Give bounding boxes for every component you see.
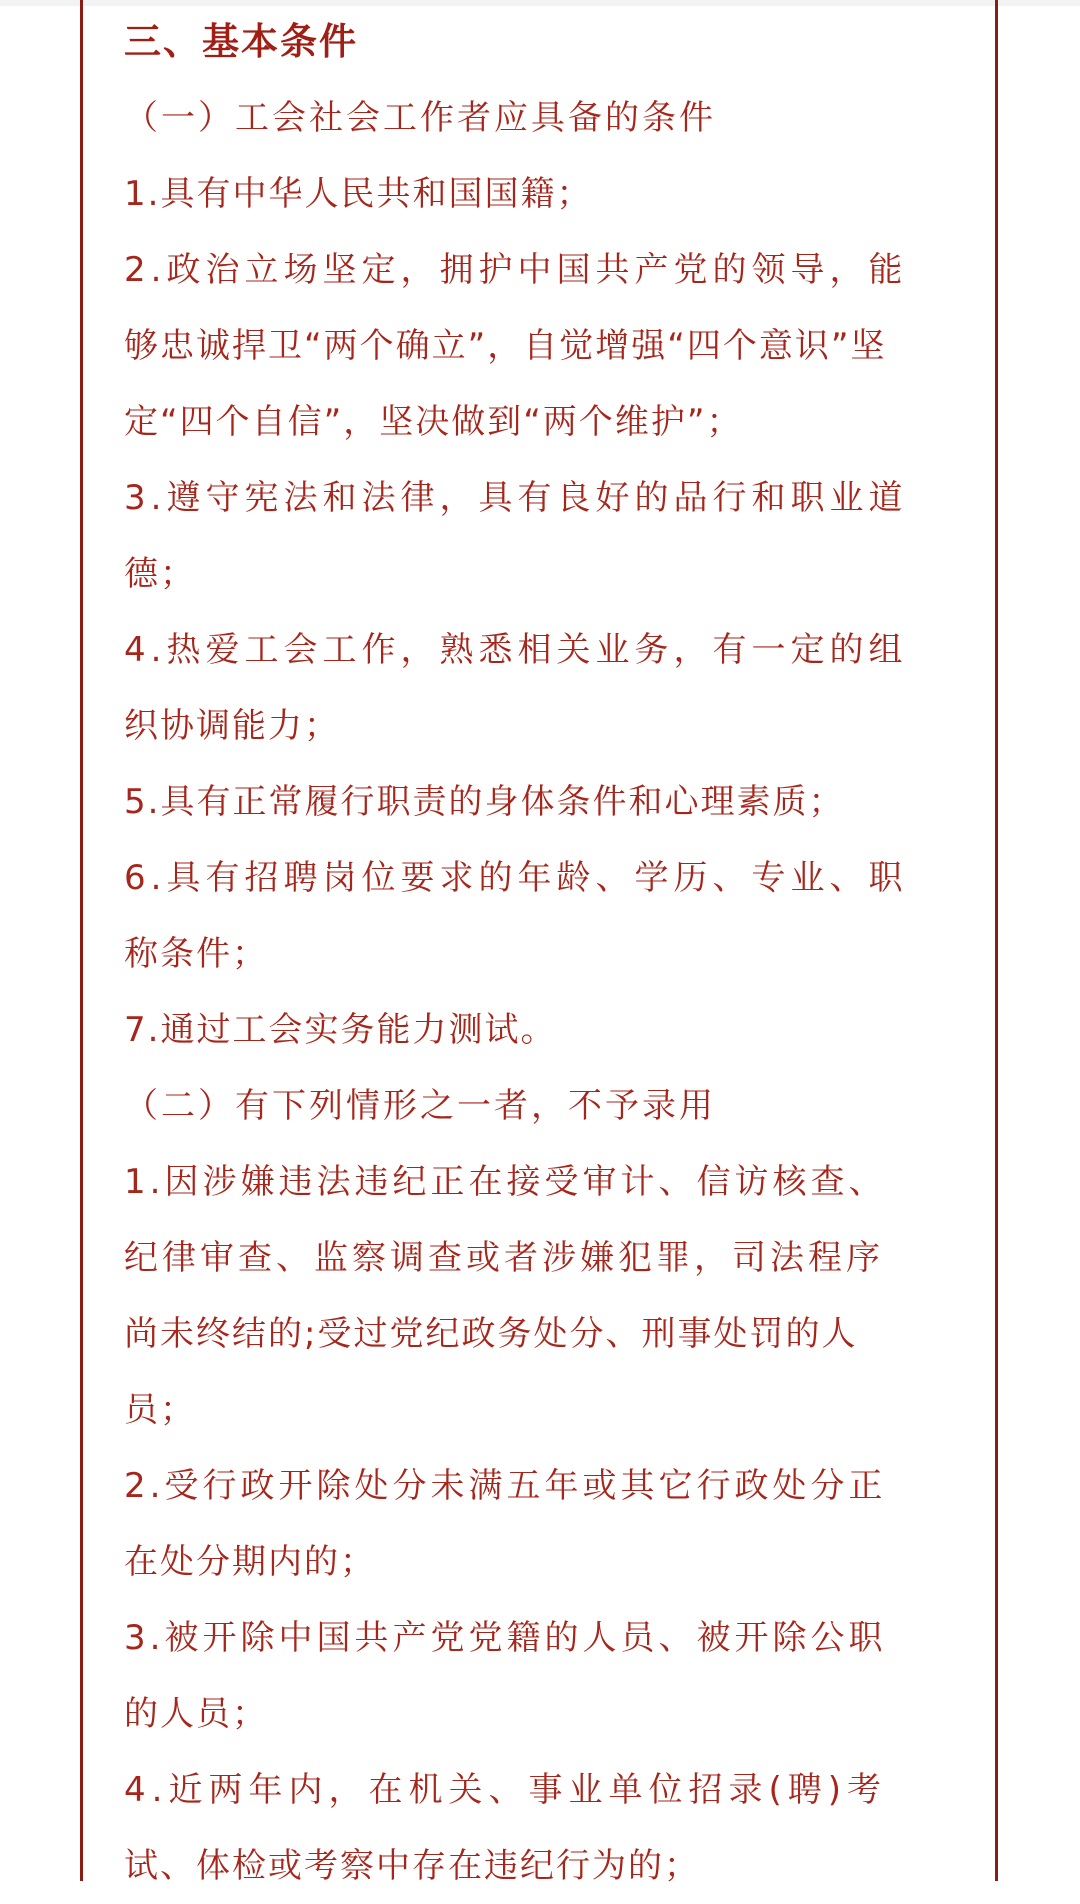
section-title: 三、基本条件 — [124, 20, 358, 63]
list-item: 5.具有正常履行职责的身体条件和心理素质； — [124, 782, 845, 822]
list-item: 2.受行政开除处分未满五年或其它行政处分正 在处分期内的； — [124, 1466, 887, 1582]
document-body — [124, 4, 964, 1904]
list-item: 3.被开除中国共产党党籍的人员、被开除公职 的人员； — [124, 1618, 887, 1734]
frame-border-right — [995, 0, 998, 1881]
list-item: 2.政治立场坚定，拥护中国共产党的领导，能 够忠诚捍卫“两个确立”，自觉增强“四个意识”坚 定“四个自信”，坚决做到“两个维护”； — [124, 250, 908, 442]
list-item: 1.因涉嫌违法违纪正在接受审计、信访核查、 纪律审查、监察调查或者涉嫌犯罪，司法程序 尚未终结的;受过党纪政务处分、刑事处罚的人 员； — [124, 1162, 887, 1430]
list-item: 4.近两年内，在机关、事业单位招录(聘)考 试、体检或考察中存在违纪行为的； — [124, 1770, 887, 1886]
list-item: 7.通过工会实务能力测试。 — [124, 1010, 557, 1050]
frame-border-left — [80, 0, 83, 1881]
list-item: 6.具有招聘岗位要求的年龄、学历、专业、职 称条件； — [124, 858, 908, 974]
list-item: 4.热爱工会工作，熟悉相关业务，有一定的组 织协调能力； — [124, 630, 908, 746]
subsection-heading-disqualification: （二）有下列情形之一者，不予录用 — [124, 1086, 716, 1126]
list-item: 1.具有中华人民共和国国籍； — [124, 174, 593, 214]
subsection-heading-eligibility: （一）工会社会工作者应具备的条件 — [124, 98, 716, 138]
list-item: 3.遵守宪法和法律，具有良好的品行和职业道 德； — [124, 478, 908, 594]
